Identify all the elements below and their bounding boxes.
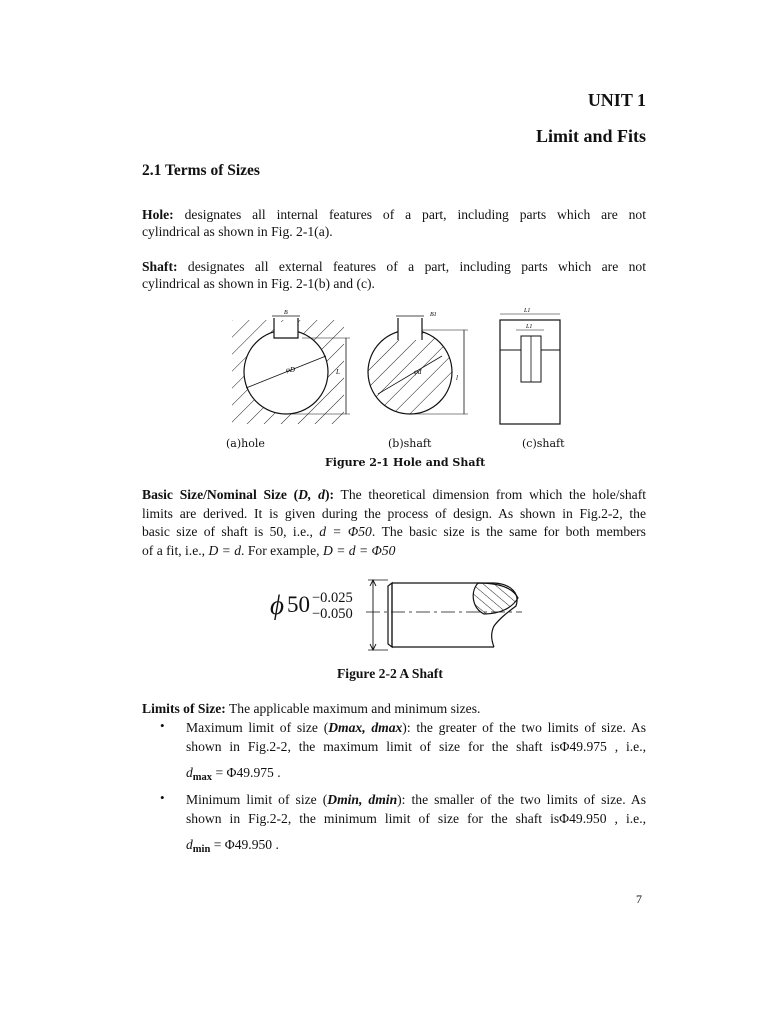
dimension-size: 50 [287,592,310,617]
figure-hole-shaft [210,308,580,458]
min-limit-item [186,791,646,860]
min-line-1a: Minimum limit of size ( [186,792,328,807]
basic-line-4b: D = d [208,542,242,558]
basic-term-vars: D, d [298,487,325,502]
dimension-lower-deviation: −0.050 [312,606,353,622]
max-line-1a: Maximum limit of size ( [186,720,329,735]
figure-shaft-drawing [362,574,524,656]
dim-D: φD [286,366,295,374]
dim-d: φd [414,368,422,376]
basic-line-1: The theoretical dimension from which the hole/shaft [340,487,646,502]
min-eq-var: d [186,837,193,852]
dimension-phi: ϕ [270,590,284,620]
shaft-text-1: designates all external features of a part, including parts which are not [187,259,646,274]
max-line-1b: ): the greater of the two limits of size. As [402,720,646,735]
basic-line-4d: D = d = Φ50 [322,542,396,558]
figure-hole [232,310,350,424]
basic-line-3c: . The basic size is the same for both members [371,524,646,539]
figure-shaft-c [500,308,560,424]
dim-L1-top: L1 [524,308,531,314]
basic-line-3b: d = Φ50 [319,524,372,539]
min-eq-value: = Φ49.950 . [210,837,279,852]
max-eq-sub: max [192,772,213,783]
section-heading: 2.1 Terms of Sizes [142,162,260,179]
min-eq-sub: min [192,844,211,855]
max-line-2: shown in Fig.2-2, the maximum limit of size for the shaft isΦ49.975 , i.e., [186,738,646,754]
basic-line-3a: basic size of shaft is 50, i.e., [142,524,313,539]
chapter-title: Limit and Fits [535,126,646,146]
max-eq-var: d [186,765,193,780]
basic-term: Basic Size/Nominal Size ( [142,487,299,502]
basic-term-end: ): [324,487,334,502]
dim-B1: B1 [430,312,437,318]
dim-L1-inner: L1 [526,324,533,330]
label-b-shaft: (b)shaft [388,437,432,450]
limits-term: Limits of Size: [142,701,226,716]
figure-2-caption: Figure 2-2 A Shaft [337,666,443,681]
basic-line-4c: . For example, [241,542,320,558]
limits-text: The applicable maximum and minimum sizes. [228,701,481,716]
max-eq-value: = Φ49.975 . [212,765,281,780]
hole-paragraph [142,206,646,240]
label-a-hole: (a)hole [226,437,265,450]
bullet-max: • [160,718,165,733]
shaft-term: Shaft: [142,259,178,274]
bullet-min: • [160,790,165,805]
min-vars: Dmin, dmin [327,792,398,807]
page-number: 7 [636,892,642,906]
basic-size-paragraph [142,486,646,560]
basic-line-4a: of a fit, i.e., [142,542,206,558]
basic-line-2: limits are derived. It is given during the process of design. As shown in Fig.2-2, the [142,505,646,521]
hole-term: Hole: [142,207,174,222]
max-vars: Dmax, dmax [328,720,403,735]
dim-B: B [284,310,288,316]
figure-shaft-b [368,312,468,414]
shaft-text-2: cylindrical as shown in Fig. 2-1(b) and (c). [142,276,375,291]
dimension-upper-deviation: −0.025 [312,590,353,606]
limits-paragraph [142,700,646,717]
hole-text-1: designates all internal features of a part, including parts which are not [184,207,646,222]
dim-l: l [456,374,458,382]
hole-text-2: cylindrical as shown in Fig. 2-1(a). [142,224,333,239]
shaft-paragraph [142,258,646,292]
min-line-2: shown in Fig.2-2, the minimum limit of size for the shaft isΦ49.950 , i.e., [186,810,646,826]
figure-1-caption: Figure 2-1 Hole and Shaft [325,456,486,469]
unit-heading: UNIT 1 [587,90,646,110]
min-line-1b: ): the smaller of the two limits of size. As [397,792,646,807]
label-c-shaft: (c)shaft [522,437,565,450]
dim-L: L [336,368,340,376]
max-limit-item [186,719,646,788]
